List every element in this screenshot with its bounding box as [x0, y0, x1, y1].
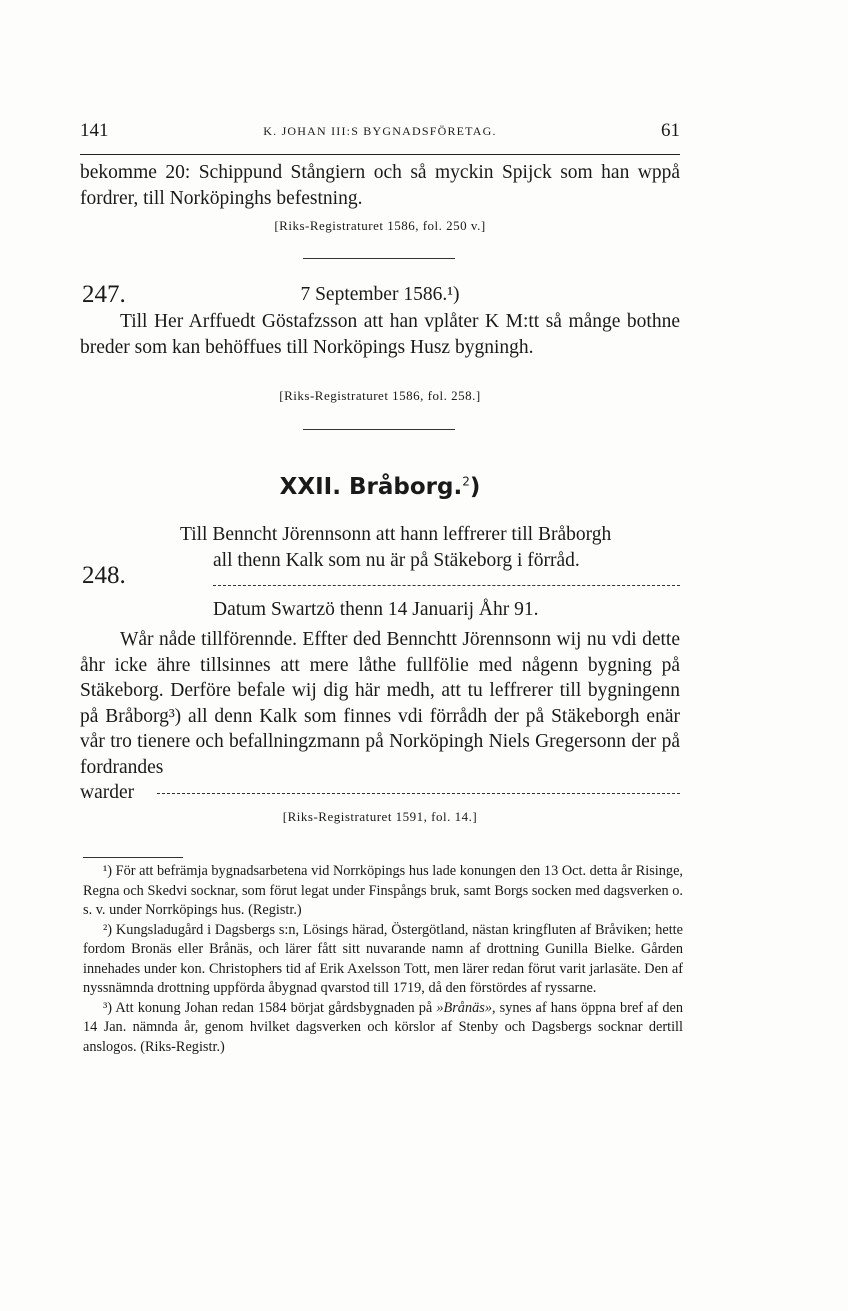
running-header: [80, 120, 680, 150]
document-citation-247: [Riks-Registraturet 1586, fol. 258.]: [279, 388, 481, 403]
footnote-1: ¹) För att befrämja bygnadsarbetena vid Norrköpings hus lade konungen den 13 Oct. detta år Risinge, Regna och Skedvi socknar, som förut legat under Finspångs bruk, samt Borgs socken med dagsverken o. s. v. under Norrköpings hus. (Registr.): [83, 863, 683, 918]
footnote-3-place: »Brånäs»: [436, 999, 492, 1016]
footnote-rule: [83, 857, 183, 858]
section-divider: [303, 258, 455, 259]
footnote-3-end: , synes af hans öppna bref af den 14 Jan. nämnda år, genom hvilket dagsverken och körslor af Stenby och Dagsbergs socknar dertill anslogos. (Riks-Registr.): [83, 999, 683, 1055]
section-divider: [303, 429, 455, 430]
section-title-text: XXII. Bråborg.: [279, 474, 463, 500]
document-text-248: Wår nåde tillförennde. Effter ded Bennchtt Jörennsonn wij nu vdi dette åhr icke ähre tillsinnes att mere låthe fullfölie med någenn bygning på Stäkeborg. Derföre befale wij dig här medh, att tu leffrerer till bygningenn på Bråborg³) all denn Kalk som finnes vdi förrådh der på Stäkeborgh enär vår tro tienere och befallningzmann på Norköpingh Niels Gregersonn der på fordrandes: [80, 629, 680, 778]
footnotes: [83, 862, 683, 1057]
page-number-left: 141: [80, 120, 109, 141]
intro-citation: [Riks-Registraturet 1586, fol. 250 v.]: [274, 218, 486, 233]
omission-dashes: [157, 793, 680, 794]
document-dateline-248: Datum Swartzö thenn 14 Januarij Åhr 91.: [213, 599, 539, 620]
omission-dashes: [213, 585, 680, 586]
page-number-right: 61: [661, 120, 680, 141]
document-number-248: 248.: [82, 562, 126, 589]
footnote-ref-paren: ): [469, 474, 481, 500]
document-date-247: 7 September 1586.¹): [300, 284, 460, 305]
footnote-3-start: ³) Att konung Johan redan 1584 börjat gårdsbygnaden på: [103, 999, 437, 1016]
intro-paragraph: bekomme 20: Schippund Stångiern och så myckin Spijck som han wppå fordrer, till Norköpinghs befestning.: [80, 162, 680, 209]
footnote-ref: 2: [462, 474, 470, 489]
document-summary-line-1: Till Benncht Jörennsonn att hann leffrerer till Bråborgh: [180, 524, 612, 545]
document-number-247: 247.: [82, 281, 126, 308]
document-citation-248: [Riks-Registraturet 1591, fol. 14.]: [282, 809, 478, 824]
section-heading: [80, 474, 680, 500]
document-summary-line-2: all thenn Kalk som nu är på Stäkeborg i förråd.: [213, 550, 580, 571]
header-rule: [80, 154, 680, 155]
document-last-word-248: warder: [80, 782, 135, 803]
running-title: K. JOHAN III:S BYGNADSFÖRETAG.: [263, 124, 497, 138]
footnote-3: [83, 999, 683, 1058]
footnote-2: ²) Kungsladugård i Dagsbergs s:n, Lösings härad, Östergötland, nästan kringfluten af Bråviken; hette fordom Bronäs eller Brånäs, och lärer fått sitt nuvarande namn af drottning Gunilla Bielke. Gården innehades under kon. Christophers tid af Erik Axelsson Tott, men lärer redan förut varit jarlasäte. Den af nyssnämnda drottning uppförda åbygnad qvarstod till 1719, då den förstördes af ryssarne.: [83, 921, 683, 996]
document-text-247: Till Her Arffuedt Göstafzsson att han vplåter K M:tt så månge bothne breder som kan behöffues till Norköpings Husz bygningh.: [80, 311, 680, 358]
